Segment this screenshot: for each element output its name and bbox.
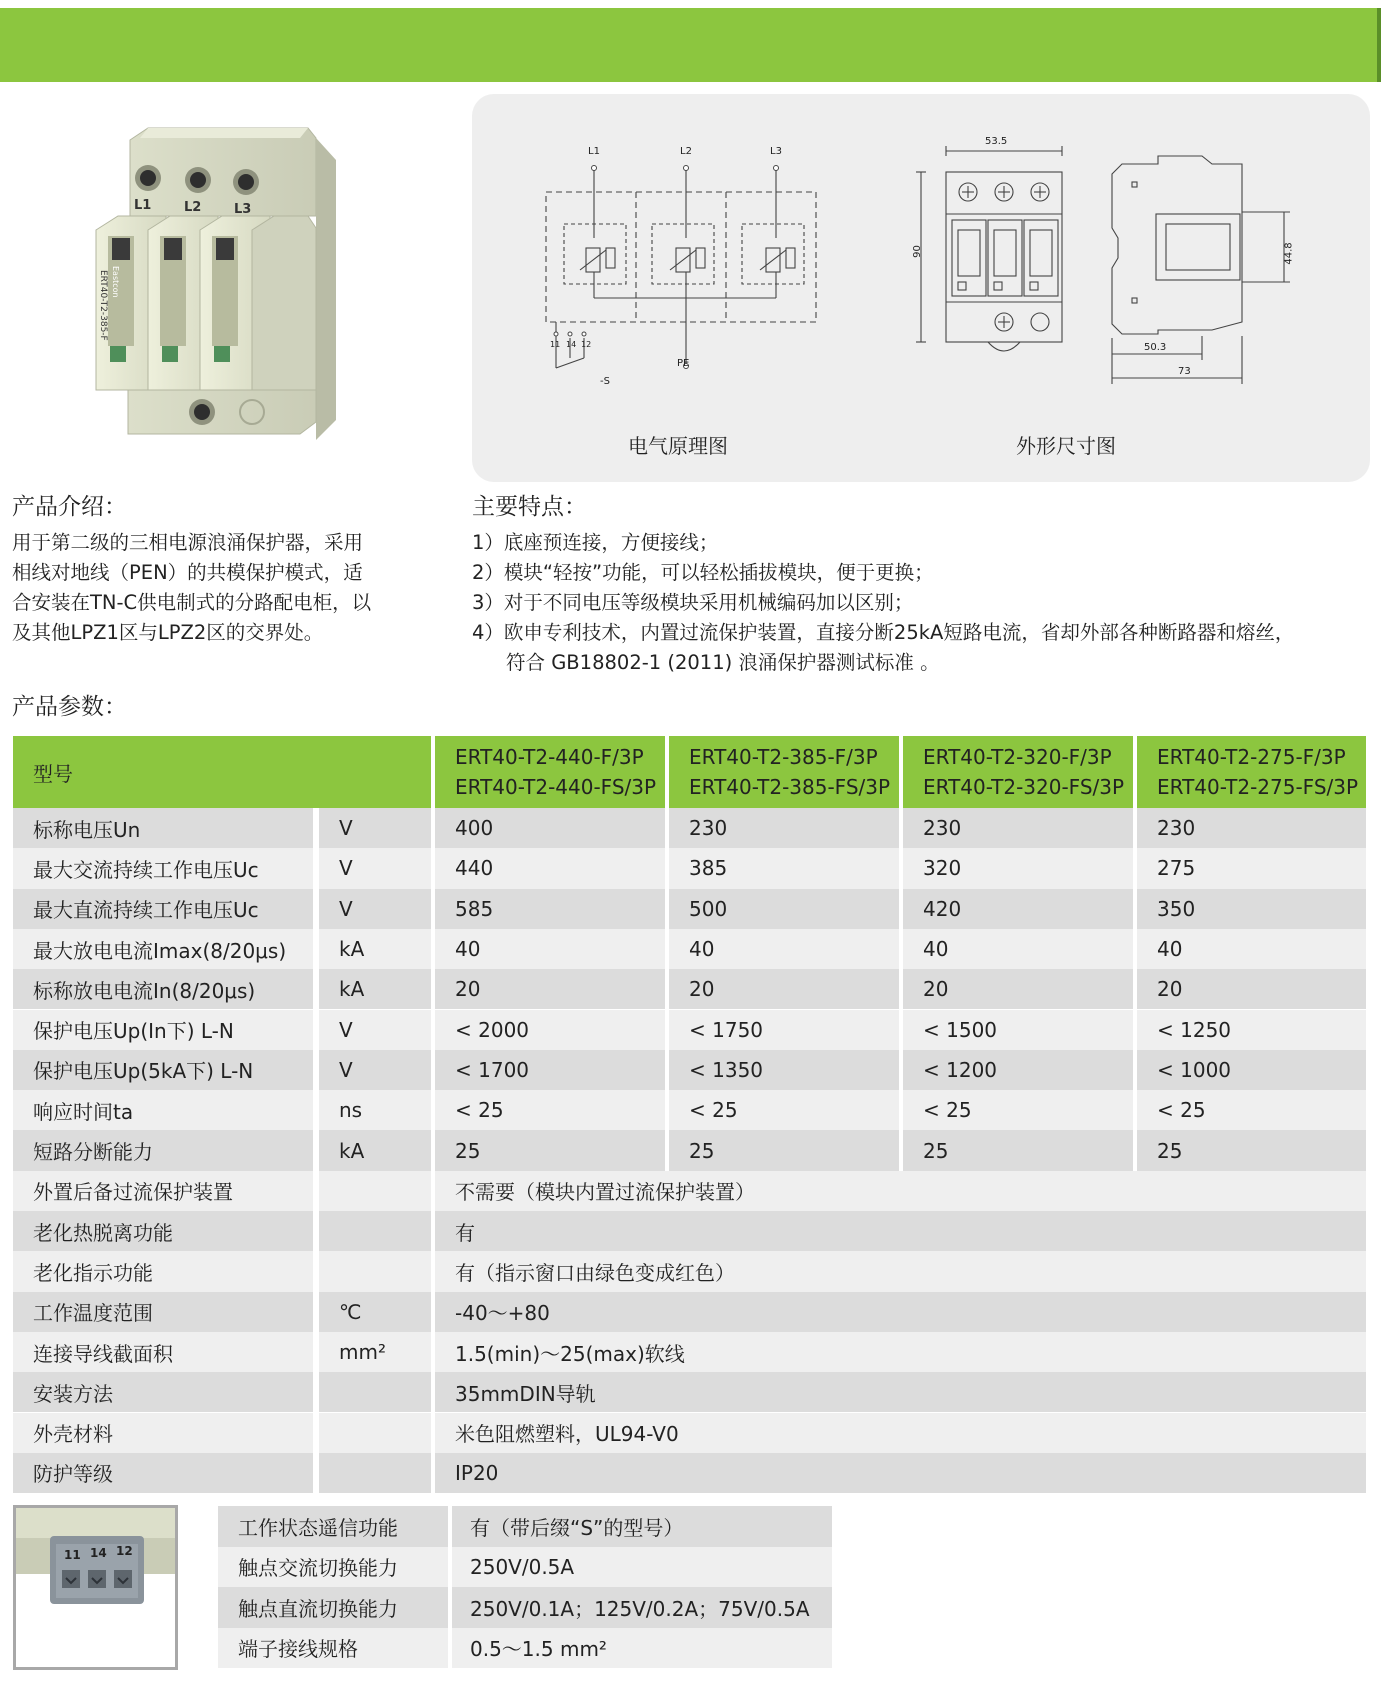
param-label: 连接导线截面积 xyxy=(13,1332,313,1372)
param-unit: kA xyxy=(319,969,431,1009)
signal-label: 触点直流切换能力 xyxy=(218,1587,448,1628)
param-value: 20 xyxy=(1137,969,1366,1009)
product-photo xyxy=(88,120,336,460)
model-name: ERT40-T2-385-F/3P xyxy=(689,745,878,769)
param-label: 保护电压Up(In下) L-N xyxy=(13,1010,313,1050)
param-value: 20 xyxy=(435,969,665,1009)
table-row xyxy=(13,1372,1366,1412)
param-value: 25 xyxy=(435,1130,665,1170)
model-name: ERT40-T2-275-F/3P xyxy=(1157,745,1346,769)
feature-item: 2）模块“轻按”功能，可以轻松插拔模块，便于更换； xyxy=(472,561,934,584)
param-value: 25 xyxy=(669,1130,899,1170)
param-value: 25 xyxy=(1137,1130,1366,1170)
param-value: < 25 xyxy=(1137,1090,1366,1130)
model-name: ERT40-T2-385-FS/3P xyxy=(689,775,891,799)
feature-item: 4）欧申专利技术，内置过流保护装置，直接分断25kA短路电流，省却外部各种断路器和熔丝， xyxy=(472,621,1295,644)
signal-label: 触点交流切换能力 xyxy=(218,1547,448,1588)
table-row xyxy=(13,1211,1366,1251)
table-row xyxy=(13,1332,1366,1372)
param-unit xyxy=(319,1372,431,1412)
table-row xyxy=(13,969,1366,1009)
banner-band xyxy=(0,8,1381,82)
params-title: 产品参数： xyxy=(12,694,127,720)
header-model-2 xyxy=(669,736,899,808)
table-row xyxy=(13,808,1366,848)
feature-item-continuation: 符合 GB18802-1 (2011) 浪涌保护器测试标准 。 xyxy=(506,651,940,674)
param-label: 标称放电电流In(8/20μs) xyxy=(13,969,313,1009)
param-value: 40 xyxy=(903,929,1133,969)
signal-module-photo xyxy=(13,1505,178,1670)
intro-line: 相线对地线（PEN）的共模保护模式，适 xyxy=(12,561,363,584)
param-value: 230 xyxy=(1137,808,1366,848)
param-label: 标称电压Un xyxy=(13,808,313,848)
param-value: 不需要（模块内置过流保护装置） xyxy=(435,1171,1366,1211)
param-value: IP20 xyxy=(435,1453,1366,1493)
param-label: 响应时间ta xyxy=(13,1090,313,1130)
table-row xyxy=(13,929,1366,969)
top-banner xyxy=(0,8,1381,82)
signal-value: 250V/0.1A；125V/0.2A；75V/0.5A xyxy=(452,1587,832,1628)
feature-item: 3）对于不同电压等级模块采用机械编码加以区别； xyxy=(472,591,914,614)
param-label: 老化热脱离功能 xyxy=(13,1211,313,1251)
param-label: 短路分断能力 xyxy=(13,1130,313,1170)
param-value: 有（指示窗口由绿色变成红色） xyxy=(435,1251,1366,1291)
param-unit: ℃ xyxy=(319,1292,431,1332)
signal-row xyxy=(218,1547,832,1588)
param-unit: V xyxy=(319,889,431,929)
header-model-3 xyxy=(903,736,1133,808)
signal-terminal-12: 12 xyxy=(116,1544,133,1558)
table-row xyxy=(13,1010,1366,1050)
intro-line: 用于第二级的三相电源浪涌保护器，采用 xyxy=(12,531,364,554)
model-name: ERT40-T2-320-F/3P xyxy=(923,745,1112,769)
param-unit xyxy=(319,1251,431,1291)
signal-row xyxy=(218,1587,832,1628)
schematic-contact-11: 11 xyxy=(550,340,561,349)
param-unit: V xyxy=(319,848,431,888)
param-label: 外壳材料 xyxy=(13,1413,313,1453)
schematic-s-label: -S xyxy=(600,376,610,387)
param-label: 保护电压Up(5kA下) L-N xyxy=(13,1050,313,1090)
param-unit: V xyxy=(319,1050,431,1090)
param-value: < 1000 xyxy=(1137,1050,1366,1090)
diagram-panel xyxy=(472,94,1370,482)
param-unit: kA xyxy=(319,1130,431,1170)
signal-value: 有（带后缀“S”的型号） xyxy=(452,1506,832,1547)
dimension-drawing xyxy=(912,138,1352,418)
param-value: 有 xyxy=(435,1211,1366,1251)
signal-label: 工作状态遥信功能 xyxy=(218,1506,448,1547)
param-value: 320 xyxy=(903,848,1133,888)
schematic-pe: PE xyxy=(677,358,690,369)
table-row xyxy=(13,1292,1366,1332)
param-label: 防护等级 xyxy=(13,1453,313,1493)
header-model-1 xyxy=(435,736,665,808)
param-value: < 1750 xyxy=(669,1010,899,1050)
model-name: ERT40-T2-440-F/3P xyxy=(455,745,644,769)
header-model-label: 型号 xyxy=(13,736,431,808)
param-value: 400 xyxy=(435,808,665,848)
model-name: ERT40-T2-320-FS/3P xyxy=(923,775,1125,799)
param-value: -40～+80 xyxy=(435,1292,1366,1332)
table-row xyxy=(13,1050,1366,1090)
dim-width-top: 53.5 xyxy=(985,136,1008,147)
banner-edge xyxy=(1377,8,1381,82)
param-unit: mm² xyxy=(319,1332,431,1372)
photo-label-l3: L3 xyxy=(234,202,252,217)
param-label: 老化指示功能 xyxy=(13,1251,313,1291)
param-label: 最大放电电流Imax(8/20μs) xyxy=(13,929,313,969)
signal-row xyxy=(218,1628,832,1669)
param-label: 工作温度范围 xyxy=(13,1292,313,1332)
model-name: ERT40-T2-275-FS/3P xyxy=(1157,775,1359,799)
signal-row xyxy=(218,1506,832,1547)
param-value: < 25 xyxy=(435,1090,665,1130)
photo-module-model: ERT40-T2-385-F xyxy=(98,270,108,341)
param-value: 275 xyxy=(1137,848,1366,888)
header-model-4 xyxy=(1137,736,1366,808)
param-unit: V xyxy=(319,1010,431,1050)
intro-paragraph xyxy=(12,528,371,648)
photo-label-l2: L2 xyxy=(184,200,202,215)
table-row xyxy=(13,1251,1366,1291)
param-value: < 1250 xyxy=(1137,1010,1366,1050)
param-value: < 1700 xyxy=(435,1050,665,1090)
table-row xyxy=(13,1090,1366,1130)
dim-depth-inner: 50.3 xyxy=(1144,342,1167,353)
param-value: < 25 xyxy=(903,1090,1133,1130)
param-value: 40 xyxy=(435,929,665,969)
signal-label: 端子接线规格 xyxy=(218,1628,448,1669)
param-value: 20 xyxy=(669,969,899,1009)
param-value: < 1350 xyxy=(669,1050,899,1090)
schematic-l3: L3 xyxy=(770,146,782,157)
signal-value: 250V/0.5A xyxy=(452,1547,832,1588)
signal-terminal-11: 11 xyxy=(64,1548,81,1562)
param-value: 230 xyxy=(903,808,1133,848)
param-label: 最大直流持续工作电压Uc xyxy=(13,889,313,929)
features-title: 主要特点： xyxy=(472,494,587,520)
dim-height-left: 90 xyxy=(911,245,923,258)
table-row xyxy=(13,1453,1366,1493)
param-value: 500 xyxy=(669,889,899,929)
param-value: 米色阻燃塑料，UL94-V0 xyxy=(435,1413,1366,1453)
param-label: 外置后备过流保护装置 xyxy=(13,1171,313,1211)
table-header xyxy=(13,736,1366,808)
table-row xyxy=(13,889,1366,929)
signal-terminal-14: 14 xyxy=(90,1546,107,1560)
param-value: 20 xyxy=(903,969,1133,1009)
param-label: 最大交流持续工作电压Uc xyxy=(13,848,313,888)
param-unit xyxy=(319,1413,431,1453)
param-value: 25 xyxy=(903,1130,1133,1170)
param-label: 安装方法 xyxy=(13,1372,313,1412)
param-value: < 1500 xyxy=(903,1010,1133,1050)
dim-height-right: 44.8 xyxy=(1283,242,1295,265)
table-row xyxy=(13,848,1366,888)
param-value: 585 xyxy=(435,889,665,929)
intro-title: 产品介绍： xyxy=(12,494,127,520)
schematic-l1: L1 xyxy=(588,146,600,157)
param-value: 40 xyxy=(669,929,899,969)
table-row xyxy=(13,1130,1366,1170)
param-value: 1.5(min)～25(max)软线 xyxy=(435,1332,1366,1372)
param-value: < 2000 xyxy=(435,1010,665,1050)
feature-item: 1）底座预连接，方便接线； xyxy=(472,531,719,554)
param-value: 230 xyxy=(669,808,899,848)
signal-value: 0.5～1.5 mm² xyxy=(452,1628,832,1669)
dim-depth-total: 73 xyxy=(1178,366,1191,377)
schematic-l2: L2 xyxy=(680,146,692,157)
param-value: 420 xyxy=(903,889,1133,929)
param-value: 40 xyxy=(1137,929,1366,969)
param-value: 385 xyxy=(669,848,899,888)
electrical-schematic xyxy=(540,148,830,388)
intro-line: 及其他LPZ1区与LPZ2区的交界处。 xyxy=(12,621,324,644)
param-unit: V xyxy=(319,808,431,848)
table-row xyxy=(13,1413,1366,1453)
param-value: 440 xyxy=(435,848,665,888)
photo-label-l1: L1 xyxy=(134,198,152,213)
schematic-contact-14: 14 xyxy=(566,340,577,349)
param-unit xyxy=(319,1453,431,1493)
param-value: < 25 xyxy=(669,1090,899,1130)
dimension-caption: 外形尺寸图 xyxy=(1016,434,1116,458)
photo-module-brand: Eastcon xyxy=(111,266,120,298)
features-list xyxy=(472,528,1294,678)
param-value: < 1200 xyxy=(903,1050,1133,1090)
param-unit: kA xyxy=(319,929,431,969)
param-value: 35mmDIN导轨 xyxy=(435,1372,1366,1412)
intro-line: 合安装在TN-C供电制式的分路配电柜，以 xyxy=(12,591,372,614)
param-value: 350 xyxy=(1137,889,1366,929)
schematic-contact-12: 12 xyxy=(581,340,592,349)
table-row xyxy=(13,1171,1366,1211)
param-unit: ns xyxy=(319,1090,431,1130)
schematic-caption: 电气原理图 xyxy=(628,434,728,458)
param-unit xyxy=(319,1211,431,1251)
param-unit xyxy=(319,1171,431,1211)
model-name: ERT40-T2-440-FS/3P xyxy=(455,775,657,799)
